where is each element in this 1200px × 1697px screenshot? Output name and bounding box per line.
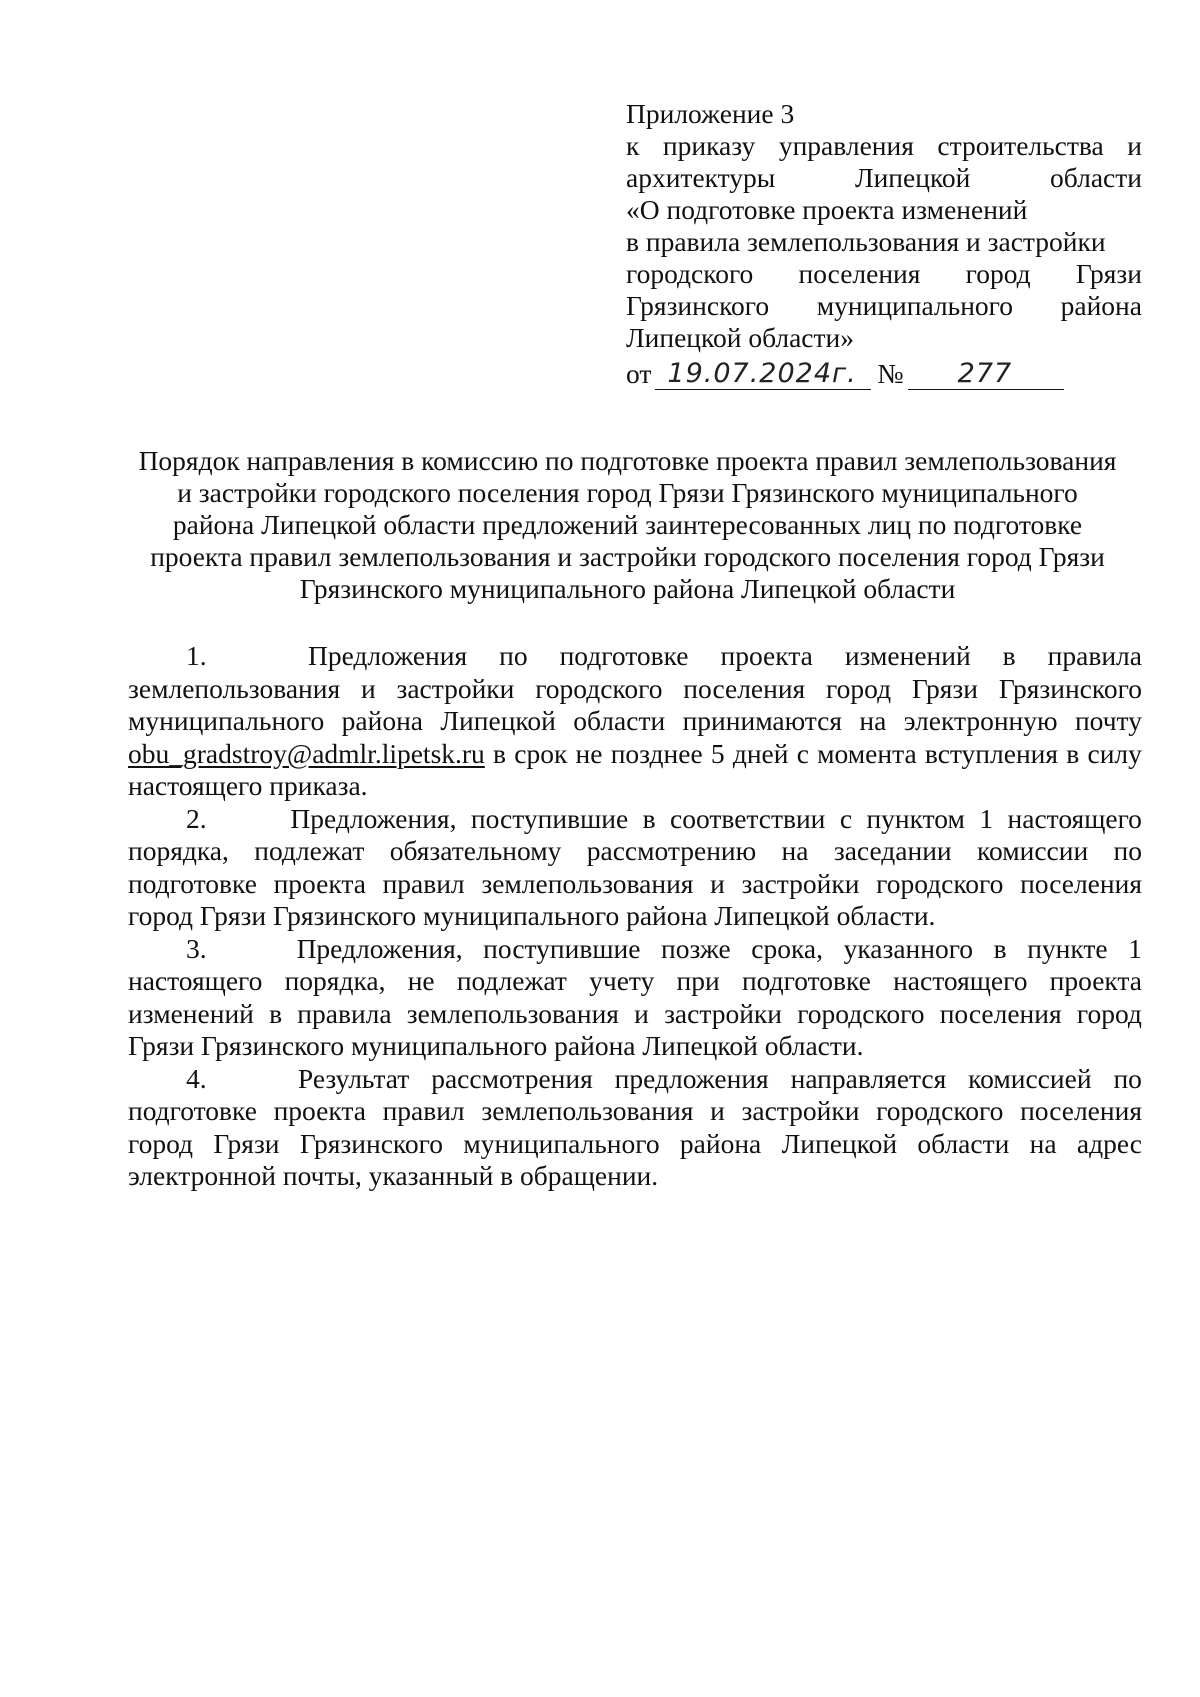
word: адрес [1076, 1127, 1142, 1159]
word: поселения [798, 258, 921, 289]
word: на [859, 705, 887, 736]
word: застройки [664, 997, 782, 1029]
word: почту [1074, 705, 1142, 736]
word: строительства [937, 130, 1104, 161]
word: город [128, 1127, 194, 1159]
word: Предложения, [296, 932, 463, 964]
word: поселения [939, 997, 1062, 1029]
paragraph-line [128, 803, 1142, 836]
paragraph-line [128, 933, 1142, 966]
word: поселения [1020, 867, 1142, 899]
word: указанного [843, 932, 974, 964]
word: рассмотрения [431, 1062, 593, 1094]
word: по [1113, 835, 1142, 866]
appendix-line: «О подготовке проекта изменений [626, 194, 1028, 225]
word: на [1029, 1127, 1057, 1159]
word: поступившие [483, 932, 641, 964]
word: учету [589, 965, 655, 996]
word: в [269, 997, 283, 1029]
word: настоящего приказа. [128, 770, 368, 801]
word: настоящего [128, 965, 263, 996]
word: изменений [128, 997, 254, 1029]
paragraph-3 [128, 933, 1142, 1063]
word: и [710, 867, 725, 899]
word: с [839, 802, 853, 834]
word: город Грязи Грязинского муниципального района Липецкой области. [128, 900, 936, 931]
word: пунктом [866, 802, 965, 834]
number-handwritten-field: 277 [908, 359, 1064, 390]
word: в [1066, 737, 1080, 769]
word: поступившие [470, 802, 629, 834]
word: порядка, [284, 965, 386, 996]
word: силу [1087, 737, 1142, 769]
paragraph-4 [128, 1063, 1142, 1193]
word: муниципального [816, 290, 1014, 321]
paragraph-line [128, 640, 1142, 673]
word: город [1076, 997, 1142, 1029]
date-prefix: от [626, 358, 652, 389]
word: заседании [833, 835, 952, 866]
word: электронную [903, 705, 1058, 736]
word: комиссией [968, 1062, 1092, 1094]
word: срок [514, 737, 568, 769]
word: по [499, 640, 528, 671]
word: Предложения, [290, 802, 457, 834]
word: настоящего [1007, 802, 1142, 834]
appendix-line: Липецкой области» [626, 322, 854, 353]
word: Грязинского [998, 672, 1142, 704]
word: Результат [297, 1062, 410, 1094]
word: муниципального [463, 1127, 660, 1159]
word: город [826, 672, 892, 704]
word: проекта [273, 867, 366, 899]
word: по [1113, 1062, 1142, 1094]
word: застройки [741, 867, 860, 899]
title-line: и застройки городского поселения город Грязи Грязинского муниципального [177, 477, 1078, 508]
word: подлежат [254, 835, 365, 866]
word: комиссии [977, 835, 1089, 866]
word: вступления [924, 737, 1059, 769]
document-body [128, 640, 1142, 1193]
word: застройки [741, 1095, 860, 1126]
word: подготовке [128, 1095, 257, 1126]
word: город [965, 258, 1031, 289]
paragraph-line [128, 965, 1142, 998]
word: правил [382, 1095, 465, 1126]
word: области [573, 705, 666, 736]
title-line: Порядок направления в комиссию по подготовке проекта правил землепользования [138, 445, 1117, 476]
word: к [626, 130, 640, 161]
word: архитектуры [626, 162, 776, 193]
paragraph-line [128, 705, 1142, 738]
appendix-title: Приложение 3 [626, 98, 795, 129]
word: Липецкой [854, 162, 971, 193]
word: 1 [979, 802, 994, 834]
word: землепользования [406, 997, 619, 1029]
word: позже [661, 932, 731, 964]
word: застройки [396, 672, 515, 704]
word: землепользования [481, 1095, 694, 1126]
appendix-line [626, 162, 1142, 194]
appendix-line [626, 258, 1142, 290]
word: дней [732, 737, 789, 769]
word: Липецкой [781, 1127, 898, 1159]
paragraph-line [128, 835, 1142, 868]
paragraph-number: 1. [186, 640, 207, 671]
word: не [407, 965, 435, 996]
word: Грязи [1075, 258, 1142, 289]
word: поселения [683, 672, 806, 704]
word: и [360, 672, 376, 704]
word: проекта [273, 1095, 366, 1126]
word: с [796, 737, 809, 769]
word: муниципального [128, 705, 325, 736]
paragraph-number: 4. [186, 1062, 207, 1094]
word: области [1050, 162, 1142, 193]
word: соответствии [670, 802, 826, 834]
word: приказу [662, 130, 756, 161]
word: городского [626, 258, 754, 289]
word: управления [778, 130, 914, 161]
title-line: проекта правил землепользования и застройки городского поселения город Грязи [150, 541, 1105, 572]
number-label: № [877, 358, 904, 389]
word: момента [817, 737, 917, 769]
word: городского [876, 1095, 1004, 1126]
word: проекта [1049, 965, 1142, 996]
paragraph-line [128, 1063, 1142, 1096]
title-line: Грязинского муниципального района Липецкой области [299, 573, 956, 604]
paragraph-line [128, 738, 1142, 771]
paragraph-line [128, 1095, 1142, 1128]
word: правил [382, 867, 465, 899]
word: 5 [710, 737, 725, 769]
paragraph-line [128, 998, 1142, 1031]
word: Грязинского [626, 290, 770, 321]
word: области [917, 1127, 1010, 1159]
word: не [575, 737, 603, 769]
paragraph-1 [128, 640, 1142, 803]
paragraph-line [128, 900, 1142, 933]
word: подготовке [559, 640, 689, 671]
word: в [1002, 640, 1016, 671]
date-number-row [626, 354, 1142, 390]
word: и [634, 997, 649, 1029]
word: 1 [1128, 932, 1142, 964]
word: района [679, 1127, 762, 1159]
appendix-line [626, 130, 1142, 162]
word: направляется [790, 1062, 947, 1094]
appendix-header [626, 98, 1142, 390]
word: городского [876, 867, 1004, 899]
word: правила [297, 997, 392, 1029]
word: Предложения [307, 640, 468, 671]
word: поселения [1020, 1095, 1142, 1126]
document-title [110, 445, 1145, 605]
word: пункте [1027, 932, 1108, 964]
word: подготовке [741, 965, 871, 996]
paragraph-number: 3. [186, 932, 207, 964]
paragraph-number: 2. [186, 802, 207, 834]
word: правила [1047, 640, 1142, 671]
appendix-line: в правила землепользования и застройки [626, 226, 1106, 257]
word: в [993, 932, 1007, 964]
email-link[interactable]: obu_gradstroy@admlr.lipetsk.ru [128, 737, 485, 769]
word: Грязи Грязинского муниципального района Липецкой области. [128, 1030, 864, 1061]
paragraph-line [128, 1030, 1142, 1063]
word: позднее [610, 737, 703, 769]
word: землепользования [481, 867, 694, 899]
word: Грязи [911, 672, 979, 704]
word: района [341, 705, 424, 736]
appendix-line [626, 290, 1142, 322]
word: землепользования [128, 672, 341, 704]
word: района [1060, 290, 1142, 321]
word: принимаются [682, 705, 843, 736]
word: и [1127, 130, 1142, 161]
word: в [493, 737, 507, 769]
paragraph-2 [128, 803, 1142, 933]
word: обязательному [389, 835, 562, 866]
date-handwritten-field: 19.07.2024г. [655, 359, 871, 390]
word: при [676, 965, 720, 996]
word: на [781, 835, 809, 866]
paragraph-line [128, 1128, 1142, 1161]
word: подлежат [456, 965, 567, 996]
word: Грязи [213, 1127, 280, 1159]
paragraph-line [128, 770, 1142, 803]
word: изменений [844, 640, 971, 671]
word: городского [797, 997, 925, 1029]
word: Липецкой [440, 705, 556, 736]
title-line: района Липецкой области предложений заинтересованных лиц по подготовке [172, 509, 1083, 540]
word: электронной почты, указанный в обращении. [128, 1160, 659, 1191]
word: рассмотрению [586, 835, 757, 866]
word: в [642, 802, 656, 834]
word: настоящего [893, 965, 1028, 996]
word: предложения [614, 1062, 769, 1094]
word: и [710, 1095, 725, 1126]
word: городского [535, 672, 663, 704]
word: подготовке [128, 867, 257, 899]
paragraph-line [128, 1160, 1142, 1193]
paragraph-line [128, 868, 1142, 901]
word: срока, [751, 932, 823, 964]
word: порядка, [128, 835, 229, 866]
paragraph-line [128, 673, 1142, 706]
word: Грязинского [299, 1127, 443, 1159]
word: проекта [720, 640, 813, 671]
